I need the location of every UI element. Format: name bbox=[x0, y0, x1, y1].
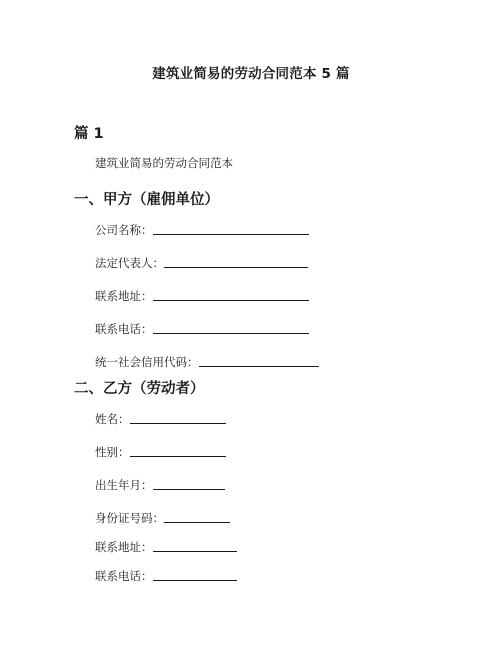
field-label: 统一社会信用代码： bbox=[95, 355, 199, 369]
field-label: 联系电话： bbox=[95, 322, 153, 336]
document-title: 建筑业简易的劳动合同范本 5 篇 bbox=[152, 66, 350, 82]
field-label: 联系地址： bbox=[95, 540, 153, 554]
party-b-address-field bbox=[95, 539, 237, 555]
fill-in-blank bbox=[153, 299, 309, 301]
fill-in-blank bbox=[153, 550, 237, 552]
fill-in-blank bbox=[164, 266, 308, 268]
party-b-gender-field bbox=[95, 444, 226, 460]
field-label: 出生年月： bbox=[95, 478, 153, 492]
document-subtitle: 建筑业简易的劳动合同范本 bbox=[95, 156, 233, 170]
field-label: 联系电话： bbox=[95, 569, 153, 583]
fill-in-blank bbox=[130, 455, 226, 457]
party-b-phone-field bbox=[95, 568, 237, 584]
party-a-company-name-field bbox=[95, 222, 309, 238]
fill-in-blank bbox=[153, 332, 309, 334]
field-label: 性别： bbox=[95, 445, 130, 459]
fill-in-blank bbox=[164, 521, 230, 523]
part-label: 篇 1 bbox=[74, 126, 104, 142]
party-a-credit-code-field bbox=[95, 354, 319, 370]
fill-in-blank bbox=[130, 422, 226, 424]
party-b-name-field bbox=[95, 411, 226, 427]
field-label: 法定代表人： bbox=[95, 256, 164, 270]
party-a-address-field bbox=[95, 288, 309, 304]
party-a-phone-field bbox=[95, 321, 309, 337]
field-label: 联系地址： bbox=[95, 289, 153, 303]
fill-in-blank bbox=[199, 365, 319, 367]
party-b-id-number-field bbox=[95, 510, 230, 526]
field-label: 姓名： bbox=[95, 412, 130, 426]
fill-in-blank bbox=[153, 233, 309, 235]
field-label: 公司名称： bbox=[95, 223, 153, 237]
party-a-heading: 一、甲方（雇佣单位） bbox=[74, 192, 219, 208]
field-label: 身份证号码： bbox=[95, 511, 164, 525]
party-a-legal-representative-field bbox=[95, 255, 308, 271]
party-b-heading: 二、乙方（劳动者） bbox=[74, 381, 205, 397]
fill-in-blank bbox=[153, 579, 237, 581]
fill-in-blank bbox=[153, 488, 225, 490]
party-b-birth-date-field bbox=[95, 477, 225, 493]
